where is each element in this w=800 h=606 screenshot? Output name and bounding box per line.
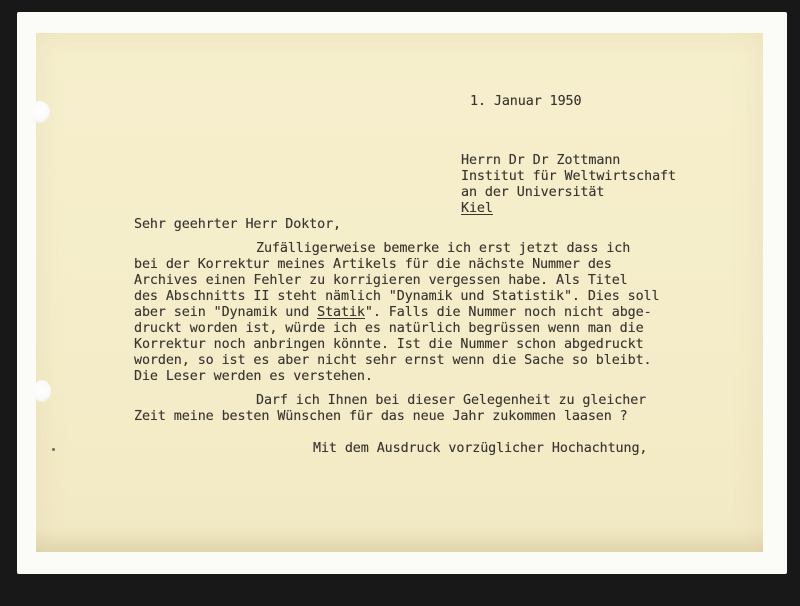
paragraph2-line: Zeit meine besten Wünschen für das neue Jahr zukommen laasen ? <box>134 409 628 424</box>
closing: Mit dem Ausdruck vorzüglicher Hochachtung, <box>313 441 648 456</box>
paragraph1-line: Archives einen Fehler zu korrigieren vergessen habe. Als Titel <box>134 273 628 288</box>
letter-date: 1. Januar 1950 <box>470 94 582 109</box>
paragraph1-line: Korrektur noch anbringen könnte. Ist die Nummer schon abgedruckt <box>134 337 644 352</box>
paragraph1-line: Die Leser werden es verstehen. <box>134 369 373 384</box>
paragraph1-line5-prefix: aber sein "Dynamik und <box>134 305 318 320</box>
recipient-line-3: an der Universität <box>461 185 605 200</box>
paragraph1-line <box>134 304 652 321</box>
paragraph1-line: druckt worden ist, würde ich es natürlich begrüssen wenn man die <box>134 321 644 336</box>
paragraph1-line: Zufälligerweise bemerke ich erst jetzt dass ich <box>256 241 631 256</box>
sheet-shadow <box>36 528 763 552</box>
recipient-line-2: Institut für Weltwirtschaft <box>461 169 676 184</box>
paragraph1-line: des Abschnitts II steht nämlich "Dynamik und Statistik". Dies soll <box>134 289 660 304</box>
paragraph1-line: worden, so ist es aber nicht sehr ernst wenn die Sache so bleibt. <box>134 353 652 368</box>
paragraph1-line5-rest: Falls die Nummer noch nicht abge- <box>388 305 652 320</box>
underlined-word-statik: Statik <box>317 305 365 320</box>
recipient-city: Kiel <box>461 201 493 216</box>
ink-dot <box>52 448 55 451</box>
paragraph1-line5-suffix: ". <box>364 305 389 320</box>
paragraph1-line: bei der Korrektur meines Artikels für die nächste Nummer des <box>134 257 612 272</box>
paragraph2-line: Darf ich Ihnen bei dieser Gelegenheit zu gleicher <box>256 393 647 408</box>
punch-hole-top <box>30 101 50 123</box>
recipient-line-1: Herrn Dr Dr Zottmann <box>461 153 621 168</box>
punch-hole-bottom <box>33 380 51 402</box>
salutation: Sehr geehrter Herr Doktor, <box>134 217 342 232</box>
